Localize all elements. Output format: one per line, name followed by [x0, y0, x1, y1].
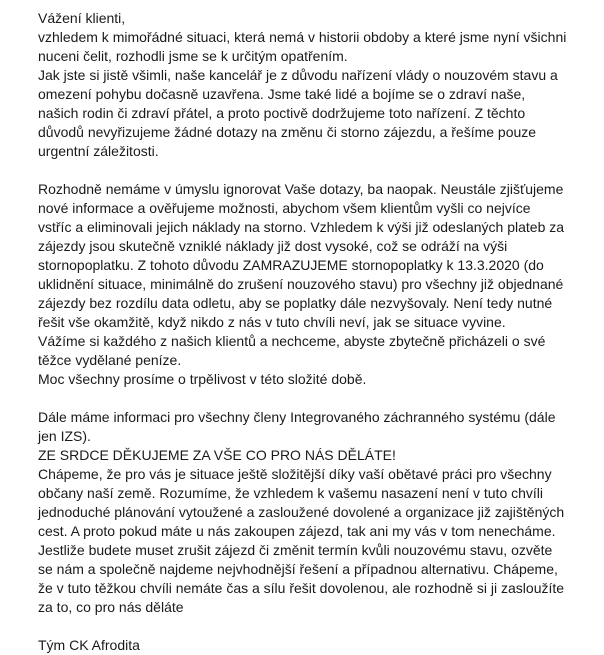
- paragraph-2-line: zájezdy bez rozdílu data odletu, aby se poplatky dále nezvyšovaly. Není tedy nutné: [38, 295, 553, 311]
- paragraph-1-line: omezení pohybu dočasně uzavřena. Jsme také lidé a bojíme se o zdraví naše,: [38, 86, 526, 102]
- paragraph-3-line: za to, co pro nás děláte: [38, 599, 184, 615]
- paragraph-2-line: vstříc a eliminovali jejich náklady na storno. Vzhledem k výši již odeslaných plateb za: [38, 219, 565, 235]
- paragraph-gap: [38, 389, 598, 408]
- thanks-heading: ZE SRDCE DĚKUJEME ZA VŠE CO PRO NÁS DĚLÁTE!: [38, 447, 396, 463]
- paragraph-2-line: řešit vše okamžitě, když nikdo z nás v tuto chvíli neví, jak se situace vyvine.: [38, 314, 506, 330]
- paragraph-2-line: nové informace a ověřujeme možnosti, abychom všem klientům vyšli co nejvíce: [38, 200, 531, 216]
- paragraph-1-line: nuceni čelit, rozhodli jsme se k určitým opatřením.: [38, 48, 348, 64]
- paragraph-3-line: Jestliže budete muset zrušit zájezd či změnit termín kvůli nouzovému stavu, ozvěte: [38, 542, 553, 558]
- paragraph-1-line: Jak jste si jistě všimli, naše kancelář je z důvodu nařízení vlády o nouzovém stavu a: [38, 67, 558, 83]
- letter: [38, 9, 598, 655]
- paragraph-2-line: těžce vydělané peníze.: [38, 352, 182, 368]
- greeting: Vážení klienti,: [38, 10, 126, 26]
- signature: Tým CK Afrodita: [38, 637, 140, 653]
- paragraph-3-line: jednoduché plánování vytoužené a zasloužené dovolené a organizace již zajištěných: [38, 504, 565, 520]
- paragraph-gap: [38, 161, 598, 180]
- paragraph-1-line: vzhledem k mimořádné situaci, která nemá v historii obdoby a které jsme nyní všichni: [38, 29, 567, 45]
- paragraph-1-line: našich rodin či zdraví přátel, a proto poctivě dodržujeme toto nařízení. Z těchto: [38, 105, 526, 121]
- paragraph-3-line: jen IZS).: [38, 428, 91, 444]
- paragraph-2-line: stornopoplatku. Z tohoto důvodu ZAMRAZUJEME stornopoplatky k 13.3.2020 (do: [38, 257, 544, 273]
- paragraph-2-line: Rozhodně nemáme v úmyslu ignorovat Vaše dotazy, ba naopak. Neustále zjišťujeme: [38, 181, 564, 197]
- paragraph-3-line: občany naší země. Rozumíme, že vzhledem k vašemu nasazení není v tuto chvíli: [38, 485, 544, 501]
- paragraph-3: [38, 408, 598, 617]
- paragraph-2-line: zájezdy jsou skutečně vzniklé náklady již dost vysoké, což se odráží na výši: [38, 238, 508, 254]
- paragraph-3-line: cest. A proto pokud máte u nás zakoupen zájezd, tak ani my vás v tom nenecháme.: [38, 523, 556, 539]
- paragraph-3-line: Dále máme informaci pro všechny členy Integrovaného záchranného systému (dále: [38, 409, 556, 425]
- paragraph-gap: [38, 617, 598, 636]
- paragraph-2-line: uklidnění situace, minimálně do zrušení nouzového stavu) pro všechny již objednané: [38, 276, 564, 292]
- paragraph-3-line: se nám a společně najdeme nejvhodnější řešení a případnou alternativu. Chápeme,: [38, 561, 558, 577]
- paragraph-1-line: důvodů nevyřizujeme žádné dotazy na změnu či storno zájezdu, a řešíme pouze: [38, 124, 537, 140]
- paragraph-1-line: urgentní záležitosti.: [38, 143, 159, 159]
- paragraph-2-line: Vážíme si každého z našich klientů a nechceme, abyste zbytečně přicházeli o své: [38, 333, 546, 349]
- paragraph-3-line: Chápeme, že pro vás je situace ještě složitější díky vaší obětavé práci pro všechny: [38, 466, 552, 482]
- paragraph-2-line: Moc všechny prosíme o trpělivost v této složité době.: [38, 371, 367, 387]
- paragraph-1: [38, 28, 598, 161]
- paragraph-2: [38, 180, 598, 389]
- paragraph-3-line: že v tuto těžkou chvíli nemáte čas a sílu řešit dovolenou, ale rozhodně si ji zasloužíte: [38, 580, 565, 596]
